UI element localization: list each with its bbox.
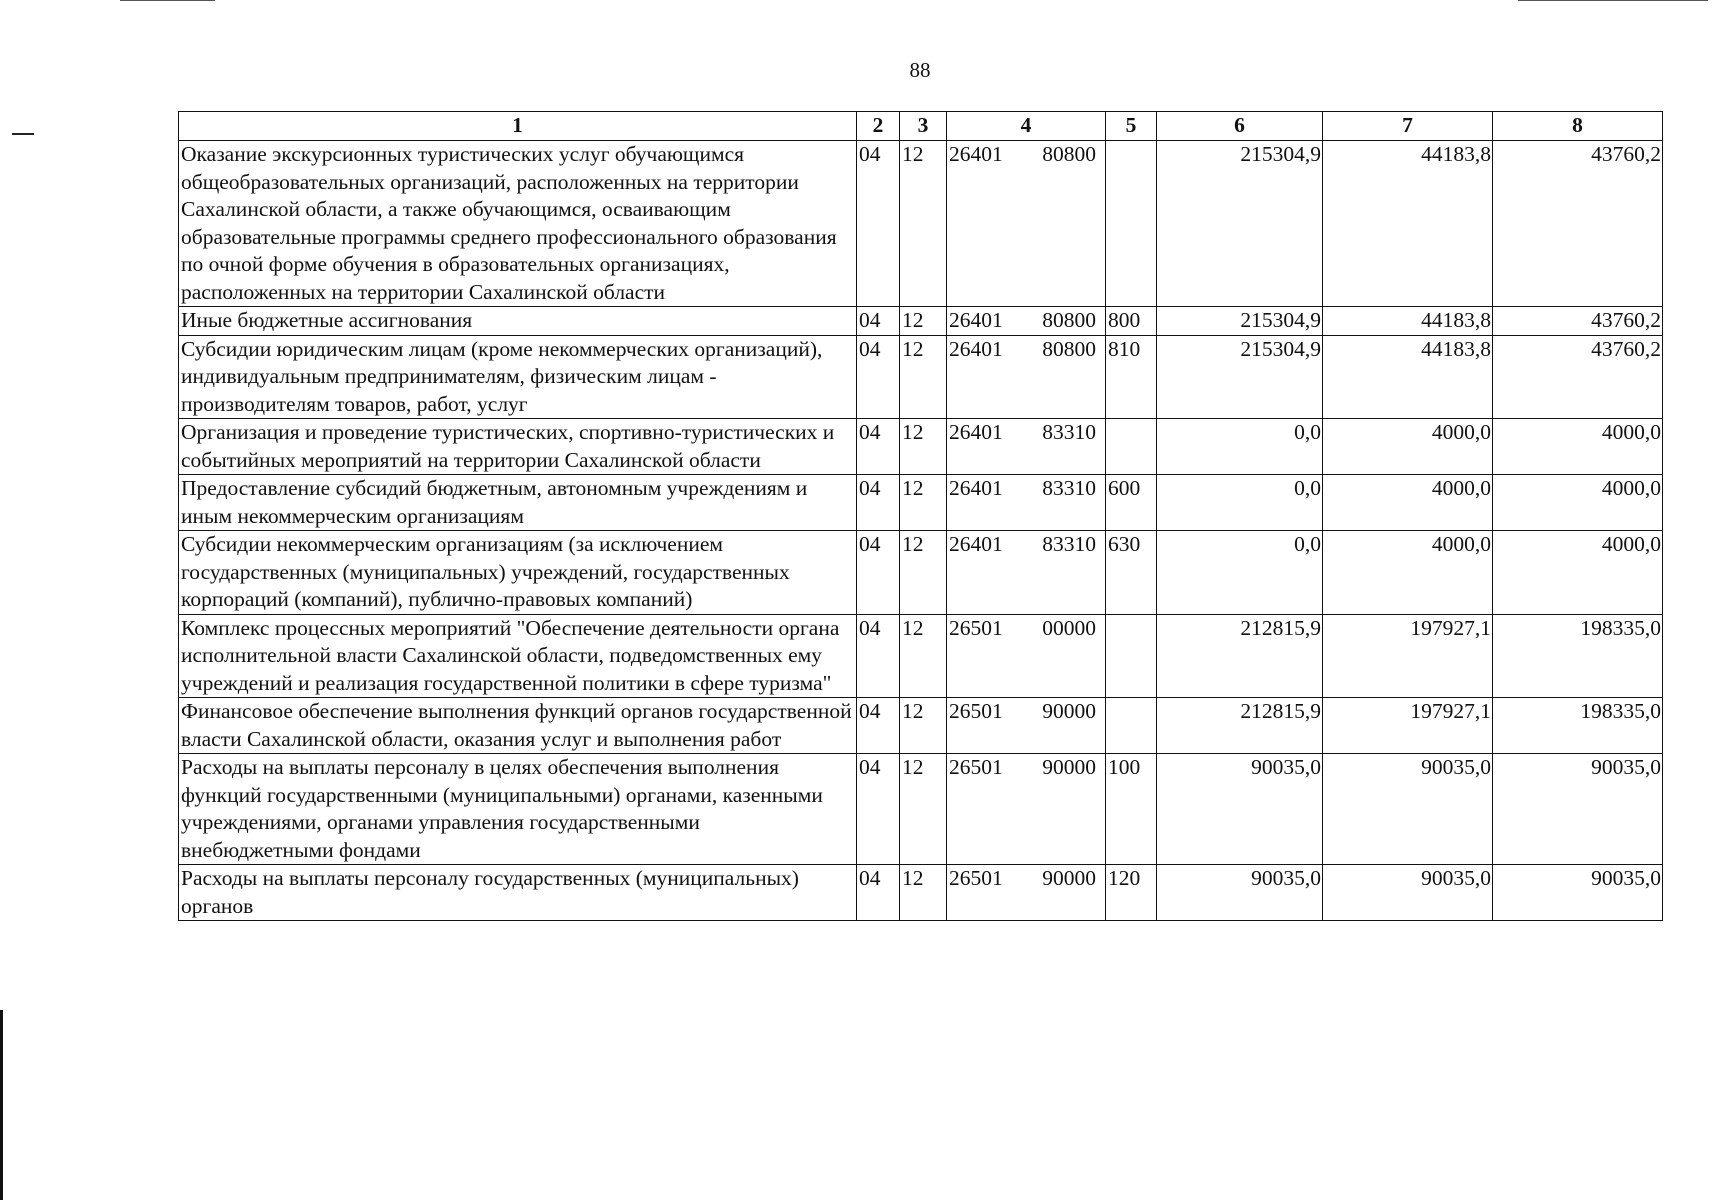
row-code-2: 04 bbox=[857, 614, 900, 698]
row-value-7: 4000,0 bbox=[1323, 531, 1493, 615]
row-code-5: 630 bbox=[1106, 531, 1157, 615]
row-value-6: 215304,9 bbox=[1157, 141, 1323, 307]
top-rule-left bbox=[120, 0, 215, 1]
row-code-3: 12 bbox=[900, 419, 947, 475]
row-code-5 bbox=[1106, 614, 1157, 698]
row-code-4-part-b: 00000 bbox=[1042, 615, 1096, 640]
row-value-7: 4000,0 bbox=[1323, 475, 1493, 531]
row-code-3: 12 bbox=[900, 865, 947, 921]
row-value-8: 90035,0 bbox=[1493, 754, 1663, 865]
row-code-2: 04 bbox=[857, 141, 900, 307]
table-row bbox=[179, 307, 1663, 336]
row-value-7: 197927,1 bbox=[1323, 698, 1493, 754]
row-code-4-part-a: 26401 bbox=[949, 420, 1003, 444]
row-name: Оказание экскурсионных туристических услуг обучающимся общеобразовательных организаций, расположенных на территории Сахалинской области, а также обучающимся, осваивающим образовательные программы среднего профессионального образования по очной форме обучения в образовательных организациях, расположенных на территории Сахалинской области bbox=[179, 141, 857, 307]
header-row bbox=[179, 112, 1663, 141]
row-code-5 bbox=[1106, 419, 1157, 475]
margin-mark bbox=[12, 133, 34, 135]
row-name: Субсидии юридическим лицам (кроме некоммерческих организаций), индивидуальным предпринимателям, физическим лицам - производителям товаров, работ, услуг bbox=[179, 335, 857, 419]
row-code-5 bbox=[1106, 141, 1157, 307]
row-value-6: 212815,9 bbox=[1157, 614, 1323, 698]
row-value-6: 0,0 bbox=[1157, 531, 1323, 615]
header-col-6: 6 bbox=[1157, 112, 1323, 141]
row-name: Предоставление субсидий бюджетным, автономным учреждениям и иным некоммерческим организациям bbox=[179, 475, 857, 531]
row-code-3: 12 bbox=[900, 698, 947, 754]
row-code-4-part-b: 83310 bbox=[1042, 532, 1096, 556]
row-code-4-part-a: 26401 bbox=[949, 142, 1003, 166]
row-code-2: 04 bbox=[857, 335, 900, 419]
table-row bbox=[179, 698, 1663, 754]
header-col-3: 3 bbox=[900, 112, 947, 141]
row-code-3: 12 bbox=[900, 141, 947, 307]
header-col-5: 5 bbox=[1106, 112, 1157, 141]
scan-edge bbox=[0, 1010, 3, 1200]
row-value-8: 4000,0 bbox=[1493, 531, 1663, 615]
row-code-4-part-a: 26501 bbox=[949, 866, 1003, 890]
row-code-2: 04 bbox=[857, 531, 900, 615]
row-code-4-part-a: 26501 bbox=[949, 615, 1003, 640]
row-value-7: 197927,1 bbox=[1323, 614, 1493, 698]
row-code-4 bbox=[947, 475, 1106, 531]
table-row bbox=[179, 141, 1663, 307]
table-row bbox=[179, 754, 1663, 865]
row-value-6: 212815,9 bbox=[1157, 698, 1323, 754]
row-code-4-part-a: 26501 bbox=[949, 699, 1003, 723]
row-code-2: 04 bbox=[857, 865, 900, 921]
row-code-4-part-a: 26401 bbox=[949, 476, 1003, 500]
row-code-2: 04 bbox=[857, 307, 900, 336]
row-code-3: 12 bbox=[900, 335, 947, 419]
row-code-4-part-a: 26401 bbox=[949, 336, 1003, 361]
row-name: Расходы на выплаты персоналу в целях обеспечения выполнения функций государственными (муниципальными) органами, казенными учреждениями, органами управления государственными внебюджетными фондами bbox=[179, 754, 857, 865]
row-value-8: 43760,2 bbox=[1493, 141, 1663, 307]
row-code-2: 04 bbox=[857, 698, 900, 754]
top-rule-right bbox=[1518, 0, 1708, 1]
row-code-4-part-a: 26501 bbox=[949, 755, 1003, 779]
row-code-4 bbox=[947, 531, 1106, 615]
row-name: Организация и проведение туристических, спортивно-туристических и событийных мероприятий на территории Сахалинской области bbox=[179, 419, 857, 475]
header-col-4: 4 bbox=[947, 112, 1106, 141]
row-code-5: 120 bbox=[1106, 865, 1157, 921]
row-name: Иные бюджетные ассигнования bbox=[179, 307, 857, 336]
row-code-4 bbox=[947, 698, 1106, 754]
row-value-8: 4000,0 bbox=[1493, 419, 1663, 475]
row-code-4 bbox=[947, 865, 1106, 921]
row-value-7: 90035,0 bbox=[1323, 865, 1493, 921]
header-col-8: 8 bbox=[1493, 112, 1663, 141]
row-value-6: 215304,9 bbox=[1157, 307, 1323, 336]
row-code-4 bbox=[947, 141, 1106, 307]
table-row bbox=[179, 865, 1663, 921]
table-row bbox=[179, 475, 1663, 531]
row-code-5: 810 bbox=[1106, 335, 1157, 419]
row-code-2: 04 bbox=[857, 475, 900, 531]
row-code-4 bbox=[947, 307, 1106, 336]
row-code-4-part-b: 83310 bbox=[1042, 420, 1096, 444]
table-row bbox=[179, 531, 1663, 615]
row-code-5 bbox=[1106, 698, 1157, 754]
table-row bbox=[179, 419, 1663, 475]
row-code-4 bbox=[947, 754, 1106, 865]
row-code-4-part-a: 26401 bbox=[949, 308, 1003, 332]
row-name: Расходы на выплаты персоналу государственных (муниципальных) органов bbox=[179, 865, 857, 921]
row-value-8: 90035,0 bbox=[1493, 865, 1663, 921]
row-value-8: 198335,0 bbox=[1493, 614, 1663, 698]
row-code-4-part-a: 26401 bbox=[949, 532, 1003, 556]
row-value-7: 90035,0 bbox=[1323, 754, 1493, 865]
header-col-2: 2 bbox=[857, 112, 900, 141]
row-code-5: 100 bbox=[1106, 754, 1157, 865]
table-row bbox=[179, 614, 1663, 698]
row-value-8: 198335,0 bbox=[1493, 698, 1663, 754]
row-value-6: 215304,9 bbox=[1157, 335, 1323, 419]
row-code-3: 12 bbox=[900, 531, 947, 615]
row-value-6: 0,0 bbox=[1157, 475, 1323, 531]
row-value-8: 4000,0 bbox=[1493, 475, 1663, 531]
row-name: Комплекс процессных мероприятий "Обеспечение деятельности органа исполнительной власти Сахалинской области, подведомственных ему учреждений и реализация государственной политики в сфере туризма" bbox=[179, 614, 857, 698]
header-col-1: 1 bbox=[179, 112, 857, 141]
row-code-5: 800 bbox=[1106, 307, 1157, 336]
row-code-4-part-b: 90000 bbox=[1042, 866, 1096, 890]
budget-table bbox=[178, 111, 1663, 921]
row-code-3: 12 bbox=[900, 754, 947, 865]
header-col-7: 7 bbox=[1323, 112, 1493, 141]
row-name: Финансовое обеспечение выполнения функций органов государственной власти Сахалинской области, оказания услуг и выполнения работ bbox=[179, 698, 857, 754]
row-code-2: 04 bbox=[857, 754, 900, 865]
row-value-7: 44183,8 bbox=[1323, 307, 1493, 336]
row-code-4 bbox=[947, 614, 1106, 698]
row-code-4-part-b: 90000 bbox=[1042, 755, 1096, 779]
row-code-4 bbox=[947, 335, 1106, 419]
row-code-3: 12 bbox=[900, 475, 947, 531]
page-number: 88 bbox=[909, 58, 931, 82]
row-value-6: 90035,0 bbox=[1157, 754, 1323, 865]
row-value-8: 43760,2 bbox=[1493, 335, 1663, 419]
row-value-6: 0,0 bbox=[1157, 419, 1323, 475]
row-code-4-part-b: 80800 bbox=[1042, 308, 1096, 332]
row-code-4-part-b: 90000 bbox=[1042, 699, 1096, 723]
table-row bbox=[179, 335, 1663, 419]
row-code-4 bbox=[947, 419, 1106, 475]
row-code-2: 04 bbox=[857, 419, 900, 475]
row-value-7: 4000,0 bbox=[1323, 419, 1493, 475]
table-body bbox=[179, 141, 1663, 921]
row-name: Субсидии некоммерческим организациям (за исключением государственных (муниципальных) учреждений, государственных корпораций (компаний), публично-правовых компаний) bbox=[179, 531, 857, 615]
row-value-6: 90035,0 bbox=[1157, 865, 1323, 921]
row-code-3: 12 bbox=[900, 614, 947, 698]
row-code-5: 600 bbox=[1106, 475, 1157, 531]
row-code-3: 12 bbox=[900, 307, 947, 336]
row-value-7: 44183,8 bbox=[1323, 141, 1493, 307]
row-code-4-part-b: 83310 bbox=[1042, 476, 1096, 500]
row-code-4-part-b: 80800 bbox=[1042, 142, 1096, 166]
row-code-4-part-b: 80800 bbox=[1042, 336, 1096, 361]
row-value-8: 43760,2 bbox=[1493, 307, 1663, 336]
row-value-7: 44183,8 bbox=[1323, 335, 1493, 419]
